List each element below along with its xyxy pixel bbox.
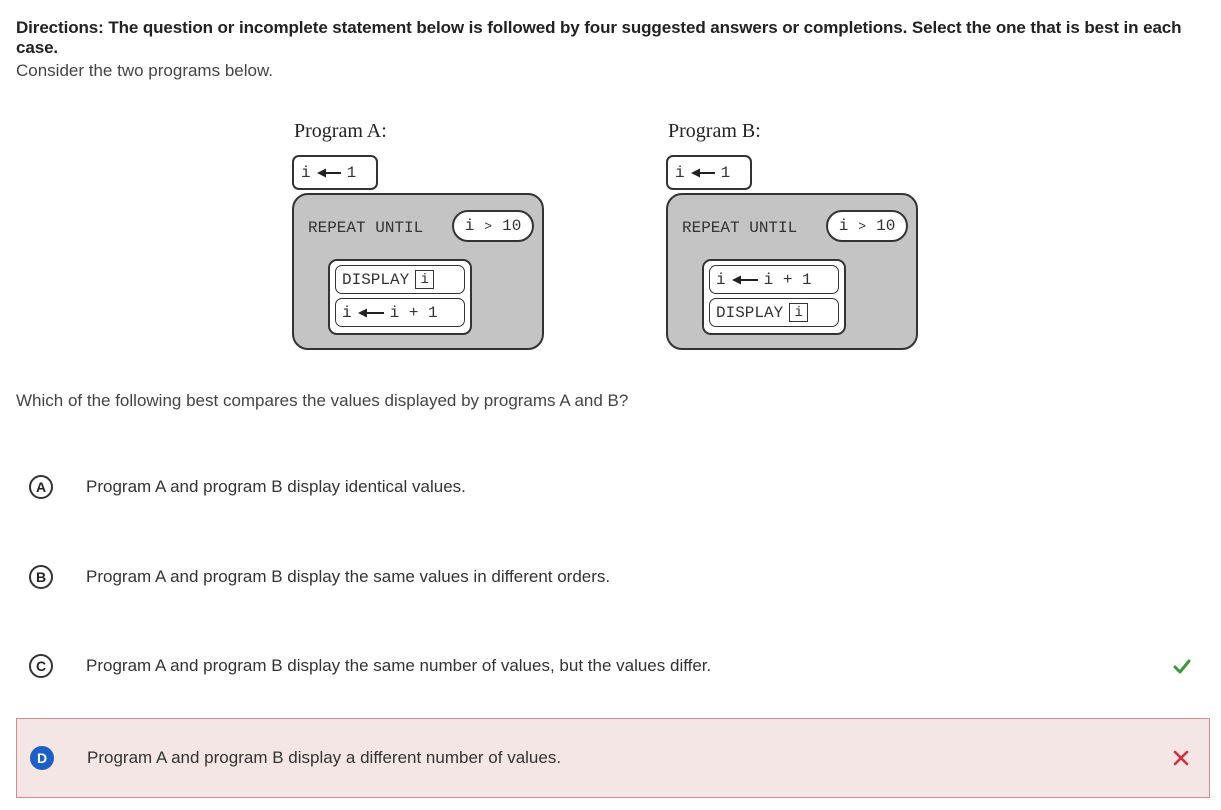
assign-arrow-icon	[317, 168, 341, 178]
choice-text-a: Program A and program B display identical values.	[86, 477, 466, 496]
correct-check-icon	[1172, 656, 1192, 676]
display-statement	[709, 298, 839, 327]
display-keyword: DISPLAY	[716, 303, 784, 322]
cond-val: 10	[502, 217, 522, 235]
display-keyword: DISPLAY	[342, 270, 410, 289]
display-var: i	[789, 303, 808, 322]
incorrect-x-icon	[1171, 748, 1191, 768]
choice-text-d: Program A and program B display a different number of values.	[87, 748, 562, 767]
answer-choice-b[interactable]	[16, 547, 1210, 607]
program-a-init-statement	[292, 155, 378, 190]
directions-text: Directions: The question or incomplete statement below is followed by four suggested answers or completions. Select the one that is best in each case.	[16, 18, 1182, 57]
answer-choice-a[interactable]	[16, 457, 1210, 517]
choice-letter-c: C	[29, 654, 53, 678]
cond-var: i	[838, 217, 849, 235]
assign-arrow-icon	[732, 275, 758, 285]
repeat-until-label: REPEAT UNTIL	[308, 219, 424, 237]
program-a-title: Program A:	[294, 120, 387, 142]
init-var: i	[675, 163, 685, 182]
display-statement	[335, 265, 465, 294]
choice-letter-b: B	[29, 565, 53, 589]
choice-text-b: Program A and program B display the same values in different orders.	[86, 567, 611, 586]
choice-letter-a: A	[29, 475, 53, 499]
program-b-title: Program B:	[668, 120, 761, 142]
cond-var: i	[464, 217, 475, 235]
program-b-loop-body	[702, 259, 846, 335]
choice-letter-d: D	[30, 746, 54, 770]
assign-arrow-icon	[691, 168, 715, 178]
cond-op: >	[858, 218, 867, 234]
assign-arrow-icon	[358, 308, 384, 318]
increment-statement	[335, 298, 465, 327]
answer-choice-d[interactable]	[16, 718, 1210, 798]
display-var: i	[415, 270, 434, 289]
program-b-repeat-block	[666, 193, 918, 350]
init-val: 1	[720, 163, 731, 182]
assign-expr: i + 1	[763, 270, 812, 289]
question-text: Which of the following best compares the values displayed by programs A and B?	[16, 391, 629, 410]
program-b-diagram	[664, 116, 924, 356]
program-b-init-statement	[666, 155, 752, 190]
repeat-condition	[826, 210, 908, 242]
increment-statement	[709, 265, 839, 294]
init-val: 1	[346, 163, 357, 182]
program-a-diagram	[290, 116, 550, 356]
intro-text: Consider the two programs below.	[16, 61, 274, 80]
choice-text-c: Program A and program B display the same number of values, but the values differ.	[86, 656, 712, 675]
program-a-loop-body	[328, 259, 472, 335]
cond-val: 10	[876, 217, 896, 235]
repeat-until-label: REPEAT UNTIL	[682, 219, 798, 237]
program-a-repeat-block	[292, 193, 544, 350]
assign-var: i	[342, 303, 352, 322]
repeat-condition	[452, 210, 534, 242]
answer-choice-c[interactable]	[16, 636, 1210, 696]
init-var: i	[301, 163, 311, 182]
assign-expr: i + 1	[389, 303, 438, 322]
cond-op: >	[484, 218, 493, 234]
assign-var: i	[716, 270, 726, 289]
